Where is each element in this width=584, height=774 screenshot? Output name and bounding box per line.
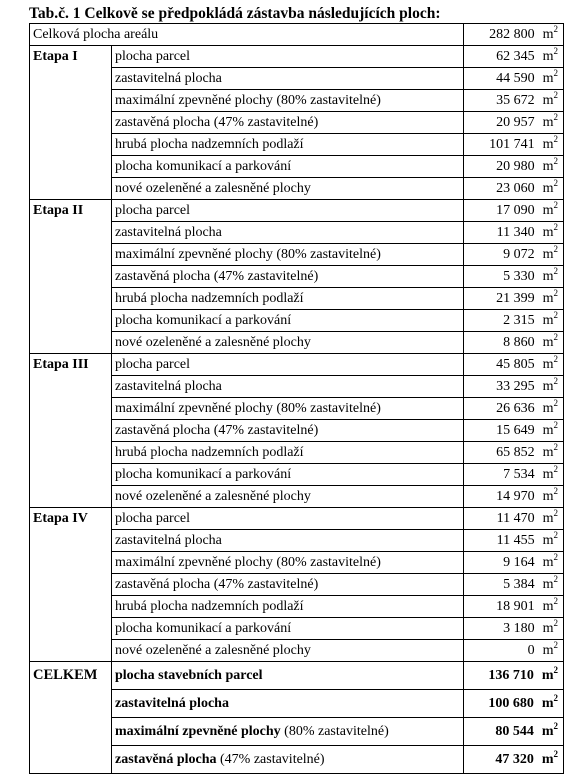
unit-label: $m^2$ xyxy=(542,530,559,548)
unit-label: $m^2$ xyxy=(542,398,559,416)
row-value: 2 315 $m^2$ xyxy=(464,310,564,332)
row-label: plocha komunikací a parkování xyxy=(112,464,464,486)
etapa-cell xyxy=(30,530,112,552)
celkem-label: maximální zpevněné plochy (80% zastavitelné) xyxy=(112,718,464,746)
table-row xyxy=(30,420,564,442)
row-label: nové ozeleněné a zalesněné plochy xyxy=(112,640,464,662)
celkem-value: 100 680 $m^2$ xyxy=(464,690,564,718)
table-row xyxy=(30,332,564,354)
row-value: 5 384 $m^2$ xyxy=(464,574,564,596)
unit-label: $m^2$ xyxy=(542,640,559,658)
etapa-cell xyxy=(30,178,112,200)
etapa-cell xyxy=(30,618,112,640)
area-table-body xyxy=(30,24,564,774)
table-row xyxy=(30,266,564,288)
unit-label: $m^2$ xyxy=(542,574,559,592)
row-value: 14 970 $m^2$ xyxy=(464,486,564,508)
area-table xyxy=(29,23,564,774)
row-label: plocha parcel xyxy=(112,508,464,530)
celkem-value: 47 320 $m^2$ xyxy=(464,746,564,774)
celkem-name: CELKEM xyxy=(30,662,112,690)
etapa-cell xyxy=(30,266,112,288)
etapa-cell xyxy=(30,398,112,420)
etapa-cell xyxy=(30,596,112,618)
table-row-celkem xyxy=(30,662,564,690)
unit-label: $m^2$ xyxy=(542,552,559,570)
row-label: plocha parcel xyxy=(112,46,464,68)
table-row xyxy=(30,530,564,552)
etapa-cell xyxy=(30,68,112,90)
unit-label: $m^2$ xyxy=(542,442,559,460)
table-row xyxy=(30,310,564,332)
table-row xyxy=(30,640,564,662)
unit-label: $m^2$ xyxy=(542,508,559,526)
etapa-cell xyxy=(30,244,112,266)
row-value: 62 345 $m^2$ xyxy=(464,46,564,68)
etapa-cell xyxy=(30,640,112,662)
row-label: maximální zpevněné plochy (80% zastavitelné) xyxy=(112,244,464,266)
unit-label: $m^2$ xyxy=(542,420,559,438)
row-label: zastavěná plocha (47% zastavitelné) xyxy=(112,266,464,288)
table-row xyxy=(30,156,564,178)
etapa-cell xyxy=(30,442,112,464)
unit-label: $m^2$ xyxy=(542,90,559,108)
celkem-value: 80 544 $m^2$ xyxy=(464,718,564,746)
row-value: 21 399 $m^2$ xyxy=(464,288,564,310)
unit-label: $m^2$ xyxy=(542,178,559,196)
row-label: plocha komunikací a parkování xyxy=(112,618,464,640)
row-value: 8 860 $m^2$ xyxy=(464,332,564,354)
unit-label: $m^2$ xyxy=(542,464,559,482)
table-row xyxy=(30,618,564,640)
unit-label: $m^2$ xyxy=(541,749,559,767)
table-row xyxy=(30,200,564,222)
etapa-cell xyxy=(30,90,112,112)
unit-label: $m^2$ xyxy=(542,310,559,328)
row-label: nové ozeleněné a zalesněné plochy xyxy=(112,178,464,200)
table-row xyxy=(30,68,564,90)
row-label: zastavitelná plocha xyxy=(112,530,464,552)
etapa-cell xyxy=(30,288,112,310)
etapa-cell xyxy=(30,222,112,244)
unit-label: $m^2$ xyxy=(541,721,559,739)
etapa-name: Etapa II xyxy=(30,200,112,222)
etapa-cell xyxy=(30,134,112,156)
table-row-celkem xyxy=(30,746,564,774)
etapa-name: Etapa III xyxy=(30,354,112,376)
unit-label: $m^2$ xyxy=(542,222,559,240)
row-value: 7 534 $m^2$ xyxy=(464,464,564,486)
row-label: zastavěná plocha (47% zastavitelné) xyxy=(112,112,464,134)
row-label: nové ozeleněné a zalesněné plochy xyxy=(112,332,464,354)
celkem-label: plocha stavebních parcel xyxy=(112,662,464,690)
celkem-cell xyxy=(30,690,112,718)
unit-label: $m^2$ xyxy=(542,376,559,394)
unit-label: $m^2$ xyxy=(542,134,559,152)
row-value: 11 470 $m^2$ xyxy=(464,508,564,530)
celkem-value: 136 710 $m^2$ xyxy=(464,662,564,690)
total-area-value: 282 800 $m^2$ xyxy=(464,24,564,46)
row-value: 101 741 $m^2$ xyxy=(464,134,564,156)
table-row xyxy=(30,486,564,508)
unit-label: $m^2$ xyxy=(542,486,559,504)
row-value: 11 455 $m^2$ xyxy=(464,530,564,552)
row-value: 9 164 $m^2$ xyxy=(464,552,564,574)
etapa-cell xyxy=(30,420,112,442)
row-label: maximální zpevněné plochy (80% zastavitelné) xyxy=(112,552,464,574)
unit-label: $m^2$ xyxy=(542,46,559,64)
etapa-cell xyxy=(30,112,112,134)
row-label: maximální zpevněné plochy (80% zastavitelné) xyxy=(112,398,464,420)
unit-label: $m^2$ xyxy=(542,156,559,174)
etapa-name: Etapa I xyxy=(30,46,112,68)
row-value: 65 852 $m^2$ xyxy=(464,442,564,464)
row-label: hrubá plocha nadzemních podlaží xyxy=(112,134,464,156)
row-label: zastavitelná plocha xyxy=(112,222,464,244)
etapa-cell xyxy=(30,552,112,574)
row-value: 15 649 $m^2$ xyxy=(464,420,564,442)
row-label: hrubá plocha nadzemních podlaží xyxy=(112,442,464,464)
table-row xyxy=(30,134,564,156)
row-value: 20 957 $m^2$ xyxy=(464,112,564,134)
row-value: 3 180 $m^2$ xyxy=(464,618,564,640)
table-row xyxy=(30,398,564,420)
table-row xyxy=(30,464,564,486)
table-row xyxy=(30,508,564,530)
row-value: 23 060 $m^2$ xyxy=(464,178,564,200)
row-label: hrubá plocha nadzemních podlaží xyxy=(112,596,464,618)
row-value: 45 805 $m^2$ xyxy=(464,354,564,376)
row-value: 9 072 $m^2$ xyxy=(464,244,564,266)
unit-label: $m^2$ xyxy=(542,596,559,614)
etapa-cell xyxy=(30,332,112,354)
row-label: plocha komunikací a parkování xyxy=(112,310,464,332)
etapa-cell xyxy=(30,376,112,398)
table-row-total-area xyxy=(30,24,564,46)
unit-label: $m^2$ xyxy=(542,24,559,42)
row-label: plocha komunikací a parkování xyxy=(112,156,464,178)
celkem-cell xyxy=(30,746,112,774)
unit-label: $m^2$ xyxy=(542,68,559,86)
unit-label: $m^2$ xyxy=(542,618,559,636)
table-row xyxy=(30,574,564,596)
row-value: 0 $m^2$ xyxy=(464,640,564,662)
table-row xyxy=(30,288,564,310)
unit-label: $m^2$ xyxy=(541,665,559,683)
row-value: 5 330 $m^2$ xyxy=(464,266,564,288)
row-value: 17 090 $m^2$ xyxy=(464,200,564,222)
row-value: 35 672 $m^2$ xyxy=(464,90,564,112)
unit-label: $m^2$ xyxy=(542,112,559,130)
unit-label: $m^2$ xyxy=(542,266,559,284)
table-caption: Tab.č. 1 Celkově se předpokládá zástavba následujících ploch: xyxy=(29,5,441,22)
row-value: 33 295 $m^2$ xyxy=(464,376,564,398)
unit-label: $m^2$ xyxy=(542,288,559,306)
row-label: maximální zpevněné plochy (80% zastavitelné) xyxy=(112,90,464,112)
row-label: zastavěná plocha (47% zastavitelné) xyxy=(112,574,464,596)
etapa-cell xyxy=(30,574,112,596)
table-row xyxy=(30,90,564,112)
etapa-cell xyxy=(30,156,112,178)
table-row xyxy=(30,178,564,200)
table-row xyxy=(30,376,564,398)
etapa-cell xyxy=(30,486,112,508)
table-row-celkem xyxy=(30,690,564,718)
row-label: plocha parcel xyxy=(112,354,464,376)
etapa-cell xyxy=(30,464,112,486)
celkem-label: zastavitelná plocha xyxy=(112,690,464,718)
table-row-celkem xyxy=(30,718,564,746)
table-row xyxy=(30,244,564,266)
row-label: zastavěná plocha (47% zastavitelné) xyxy=(112,420,464,442)
total-area-label: Celková plocha areálu xyxy=(30,24,464,46)
celkem-label: zastavěná plocha (47% zastavitelné) xyxy=(112,746,464,774)
unit-label: $m^2$ xyxy=(542,200,559,218)
row-label: nové ozeleněné a zalesněné plochy xyxy=(112,486,464,508)
row-label: zastavitelná plocha xyxy=(112,68,464,90)
row-label: zastavitelná plocha xyxy=(112,376,464,398)
row-value: 44 590 $m^2$ xyxy=(464,68,564,90)
table-row xyxy=(30,552,564,574)
unit-label: $m^2$ xyxy=(542,332,559,350)
table-row xyxy=(30,442,564,464)
table-row xyxy=(30,46,564,68)
etapa-name: Etapa IV xyxy=(30,508,112,530)
table-row xyxy=(30,222,564,244)
row-label: plocha parcel xyxy=(112,200,464,222)
row-value: 18 901 $m^2$ xyxy=(464,596,564,618)
row-value: 20 980 $m^2$ xyxy=(464,156,564,178)
unit-label: $m^2$ xyxy=(542,354,559,372)
celkem-cell xyxy=(30,718,112,746)
table-row xyxy=(30,596,564,618)
unit-label: $m^2$ xyxy=(541,693,559,711)
row-label: hrubá plocha nadzemních podlaží xyxy=(112,288,464,310)
etapa-cell xyxy=(30,310,112,332)
unit-label: $m^2$ xyxy=(542,244,559,262)
table-row xyxy=(30,112,564,134)
table-row xyxy=(30,354,564,376)
row-value: 26 636 $m^2$ xyxy=(464,398,564,420)
row-value: 11 340 $m^2$ xyxy=(464,222,564,244)
